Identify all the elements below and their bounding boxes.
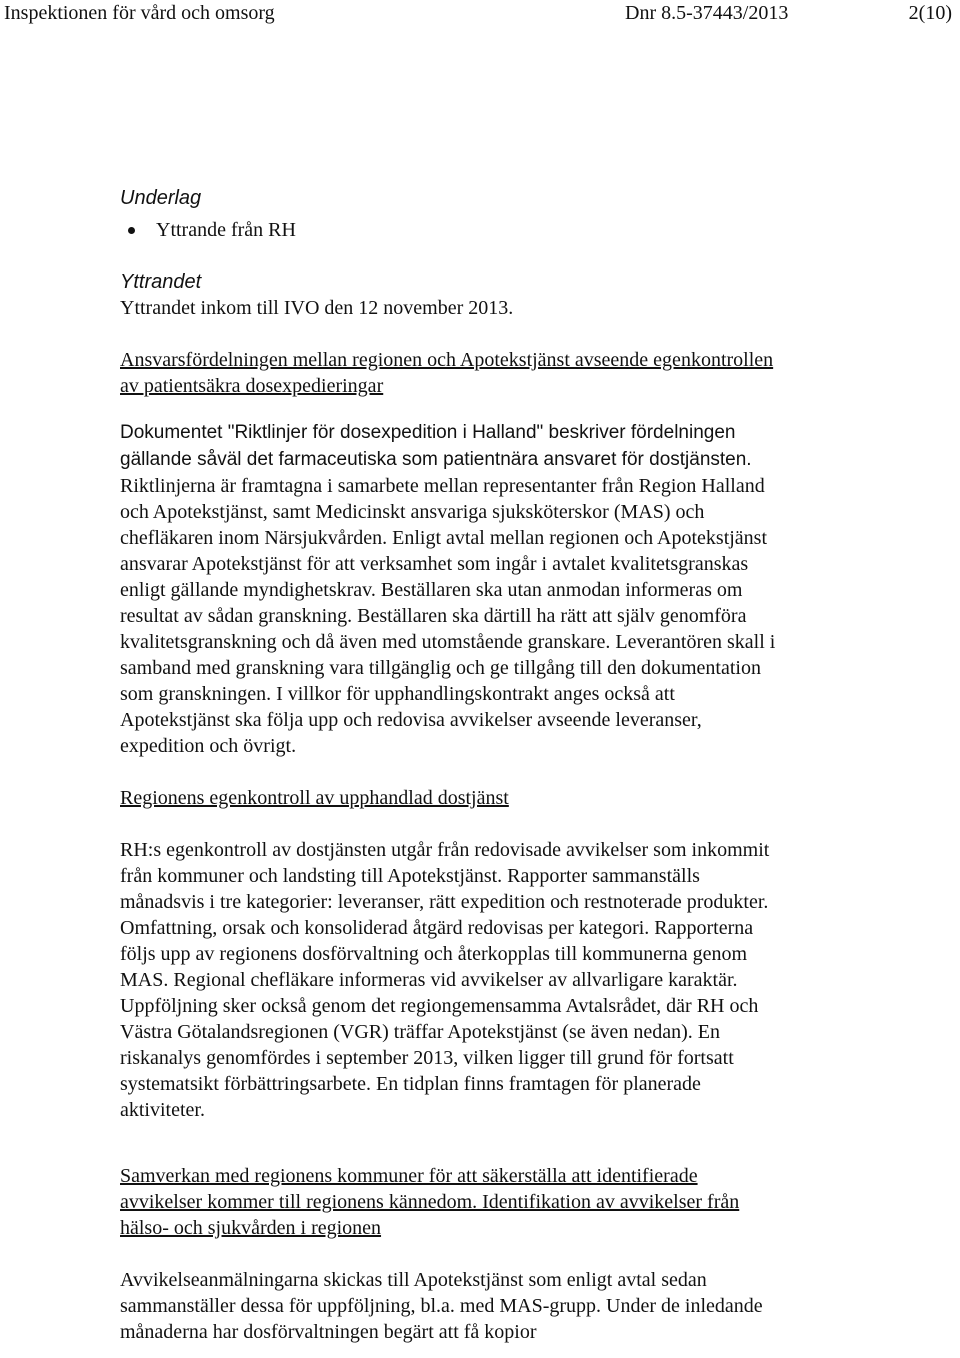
yttrandet-intro: Yttrandet inkom till IVO den 12 november 2013.: [120, 297, 514, 319]
bullet-icon: [128, 227, 135, 234]
section2-body: RH:s egenkontroll av dostjänsten utgår från redovisade avvikelser som inkommit från kommuner och landsting till Apotekstjänst. Rapporter sammanställs månadsvis i tre kategorier: leveranser, rätt expedition och restnoterade produkter. Omfattning, orsak och konsoliderad åtgärd redovisas per kategori. Rapporterna följs upp av regionens dosförvaltning och återkopplas till kommunerna genom MAS. Regional chefläkare informeras vid avvikelser av allvarligare karaktär. Uppföljning sker också genom det regiongemensamma Avtalsrådet, där RH och Västra Götalandsregionen (VGR) träffar Apotekstjänst (se även nedan). En riskanalys genomfördes i september 2013, vilken ligger till grund för fortsatt systematsikt förbättringsarbete. En tidplan finns framtagen för planerade aktiviteter.: [120, 839, 770, 1121]
underlag-item-text: Yttrande från RH: [156, 219, 296, 241]
section3-title: Samverkan med regionens kommuner för att säkerställa att identifierade avvikelser kommer till regionens kännedom. Identifikation av avvikelser från hälso- och sjukvården i regionen: [120, 1165, 740, 1239]
underlag-list-item: [120, 217, 780, 243]
section2-title: Regionens egenkontroll av upphandlad dostjänst: [120, 787, 509, 809]
header-page-number: 2(10): [908, 2, 952, 24]
page-header: [0, 0, 960, 30]
section1-paragraph: [120, 419, 780, 759]
yttrandet-heading: Yttrandet: [120, 271, 202, 293]
header-organization: Inspektionen för vård och omsorg: [4, 2, 275, 24]
underlag-heading: Underlag: [120, 187, 202, 209]
document-body: [120, 185, 780, 1345]
section1-sans-text: Dokumentet "Riktlinjer för dosexpedition i Halland" beskriver fördelningen gällande såväl det farmaceutiska som patientnära ansvaret för dostjänsten.: [120, 422, 752, 470]
section1-title: Ansvarsfördelningen mellan regionen och Apotekstjänst avseende egenkontrollen av patientsäkra dosexpedieringar: [120, 349, 774, 397]
section3-body: Avvikelseanmälningarna skickas till Apotekstjänst som enligt avtal sedan sammanställer dessa för uppföljning, bl.a. med MAS-grupp. Under de inledande månaderna har dosförvaltningen begärt att få kopior: [120, 1269, 763, 1343]
header-case-number: Dnr 8.5-37443/2013: [625, 2, 789, 24]
section1-body: Riktlinjerna är framtagna i samarbete mellan representanter från Region Halland och Apotekstjänst, samt Medicinskt ansvariga sjuksköterskor (MAS) och chefläkaren inom Närsjukvården. Enligt avtal mellan regionen och Apotekstjänst ansvarar Apotekstjänst för att verksamhet som ingår i avtalet kvalitetsgranskas enligt gällande myndighetskrav. Beställaren ska utan anmodan informeras om resultat av sådan granskning. Beställaren ska därtill ha rätt att själv genomföra kvalitetsgranskning och då även med utomstående granskare. Leverantören skall i samband med granskning vara tillgänglig och ge tillgång till den dokumentation som granskningen. I villkor för upphandlingskontrakt anges också att Apotekstjänst ska följa upp och redovisa avvikelser avseende leveranser, expedition och övrigt.: [120, 475, 776, 757]
